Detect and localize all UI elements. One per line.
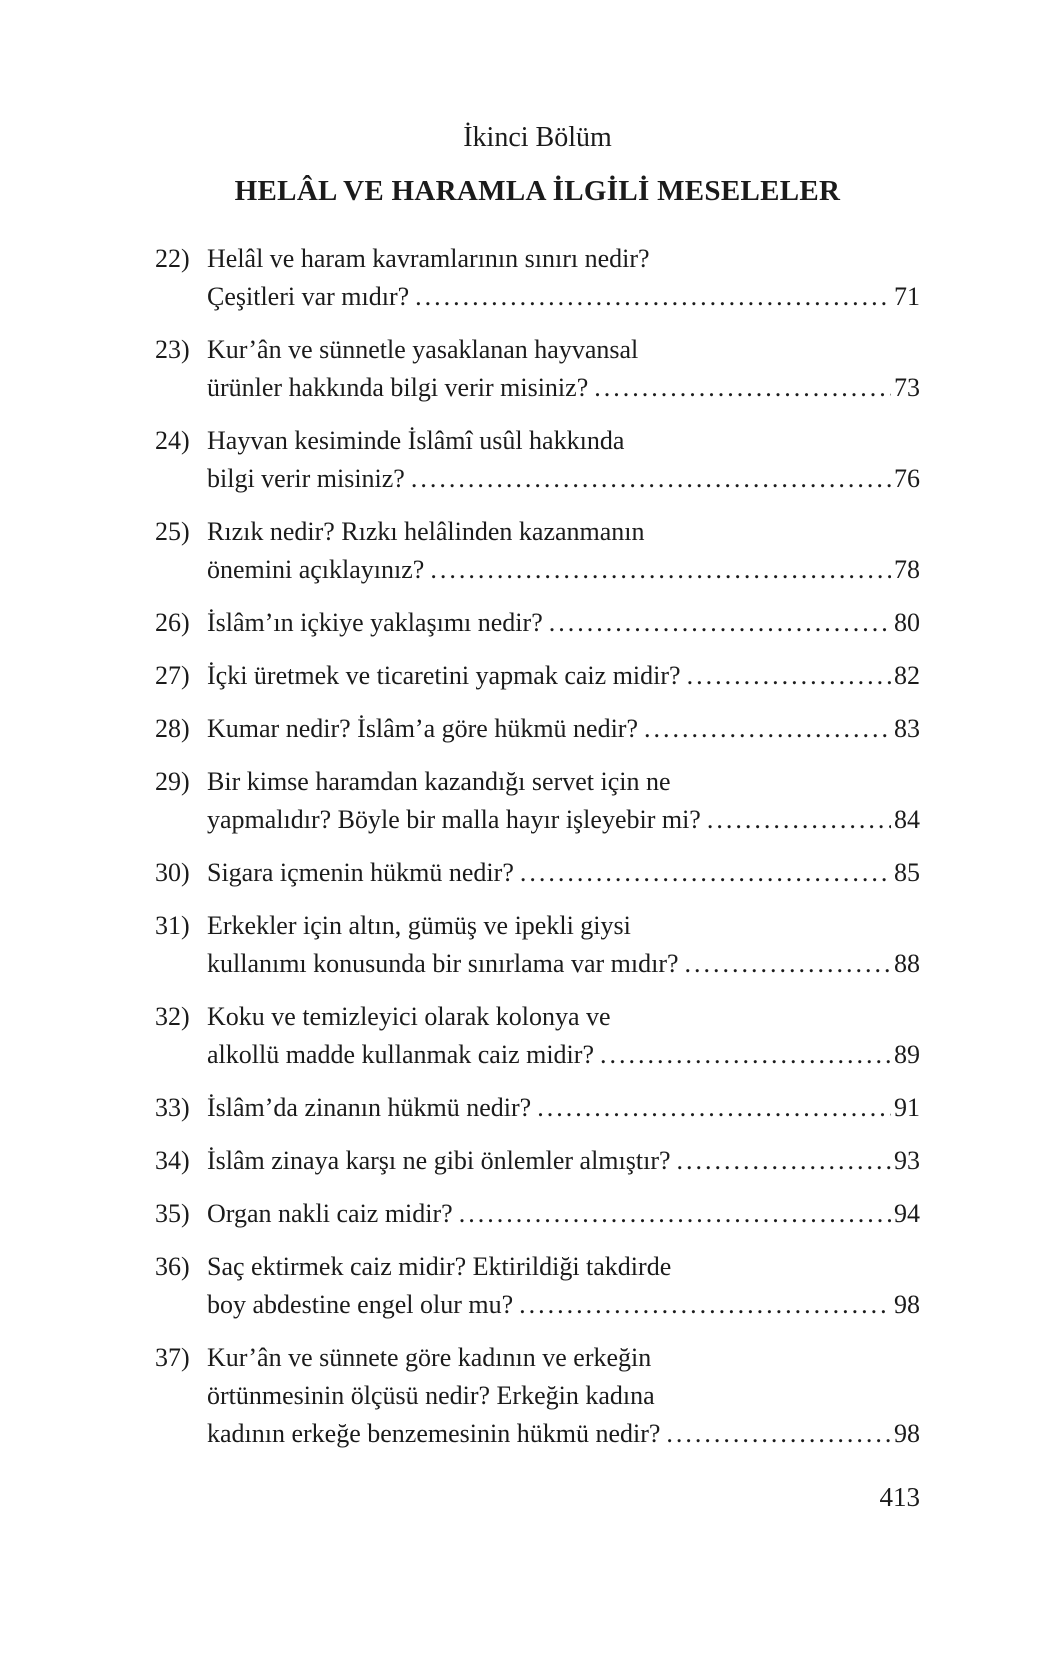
toc-entry-line — [207, 422, 920, 460]
toc-entry-number: 26) — [155, 608, 190, 637]
dot-leader — [687, 657, 891, 695]
toc-entry — [155, 1195, 920, 1233]
dot-leader — [411, 460, 891, 498]
toc-entry-number: 24) — [155, 426, 190, 455]
toc-entry-number: 25) — [155, 517, 190, 546]
toc-entry-page: 85 — [894, 858, 920, 887]
toc-entry-line — [207, 604, 920, 642]
dot-leader — [644, 710, 891, 748]
toc-entry-text: yapmalıdır? Böyle bir malla hayır işleyebir mi? — [207, 805, 701, 834]
toc-entry-body — [207, 657, 920, 695]
toc-entry-text: ürünler hakkında bilgi verir misiniz? — [207, 373, 589, 402]
toc-entry-page: 78 — [894, 555, 920, 584]
toc-entry-number: 22) — [155, 244, 190, 273]
toc-entry-line — [207, 369, 920, 407]
toc-entry-text: Erkekler için altın, gümüş ve ipekli giysi — [207, 911, 631, 940]
toc-entry-line — [207, 710, 920, 748]
toc-entry — [155, 1248, 920, 1324]
toc-entry-text: önemini açıklayınız? — [207, 555, 425, 584]
toc-entry-text: Bir kimse haramdan kazandığı servet için ne — [207, 767, 671, 796]
toc-entry-text: bilgi verir misiniz? — [207, 464, 405, 493]
toc-entry-body — [207, 1195, 920, 1233]
toc-entry — [155, 657, 920, 695]
toc-entry-line — [207, 1036, 920, 1074]
dot-leader — [430, 551, 891, 589]
toc-entry-number: 30) — [155, 858, 190, 887]
toc-entry-page: 89 — [894, 1040, 920, 1069]
dot-leader — [666, 1415, 891, 1453]
section-title: HELÂL VE HARAMLA İLGİLİ MESELELER — [234, 175, 841, 207]
toc-entry-number: 23) — [155, 335, 190, 364]
toc-entry — [155, 513, 920, 589]
toc-entry — [155, 907, 920, 983]
toc-entry-page: 94 — [894, 1199, 920, 1228]
toc-entry-page: 93 — [894, 1146, 920, 1175]
page-number: 413 — [879, 1482, 920, 1512]
toc-entry-text: Helâl ve haram kavramlarının sınırı nedir? — [207, 244, 650, 273]
toc-entry-line — [207, 1286, 920, 1324]
toc-entry — [155, 1339, 920, 1453]
toc-entry-line — [207, 763, 920, 801]
toc-entry-number: 27) — [155, 661, 190, 690]
toc-entry — [155, 998, 920, 1074]
toc-entry-page: 83 — [894, 714, 920, 743]
toc-entry-text: Hayvan kesiminde İslâmî usûl hakkında — [207, 426, 625, 455]
toc-entry-body — [207, 854, 920, 892]
toc-entry-text: Organ nakli caiz midir? — [207, 1199, 453, 1228]
toc-entry-page: 91 — [894, 1093, 920, 1122]
dot-leader — [707, 801, 891, 839]
toc-entry-body — [207, 513, 920, 589]
toc-entry-text: Sigara içmenin hükmü nedir? — [207, 858, 514, 887]
toc-entry-line — [207, 1089, 920, 1127]
toc-entry-line — [207, 1339, 920, 1377]
toc-entry-body — [207, 998, 920, 1074]
toc-entry-line — [207, 1415, 920, 1453]
toc-entry-page: 98 — [894, 1419, 920, 1448]
dot-leader — [520, 854, 891, 892]
toc-entry-body — [207, 907, 920, 983]
dot-leader — [600, 1036, 891, 1074]
toc-entry-line — [207, 1248, 920, 1286]
toc-list — [155, 240, 920, 1453]
toc-entry-page: 76 — [894, 464, 920, 493]
toc-entry-body — [207, 1142, 920, 1180]
toc-entry-body — [207, 240, 920, 316]
toc-entry-body — [207, 1248, 920, 1324]
dot-leader — [549, 604, 891, 642]
toc-entry-page: 84 — [894, 805, 920, 834]
toc-entry — [155, 1142, 920, 1180]
toc-entry-line — [207, 460, 920, 498]
toc-entry-text: kullanımı konusunda bir sınırlama var mıdır? — [207, 949, 679, 978]
toc-entry-line — [207, 1142, 920, 1180]
toc-entry-line — [207, 801, 920, 839]
toc-entry-body — [207, 763, 920, 839]
toc-entry-text: İslâm zinaya karşı ne gibi önlemler almıştır? — [207, 1146, 671, 1175]
toc-entry-text: kadının erkeğe benzemesinin hükmü nedir? — [207, 1419, 661, 1448]
toc-entry-text: alkollü madde kullanmak caiz midir? — [207, 1040, 594, 1069]
toc-entry — [155, 604, 920, 642]
toc-entry-number: 33) — [155, 1093, 190, 1122]
toc-entry — [155, 1089, 920, 1127]
toc-entry-body — [207, 1339, 920, 1453]
toc-entry-text: İslâm’ın içkiye yaklaşımı nedir? — [207, 608, 543, 637]
toc-entry-text: Kumar nedir? İslâm’a göre hükmü nedir? — [207, 714, 639, 743]
toc-entry-text: örtünmesinin ölçüsü nedir? Erkeğin kadına — [207, 1381, 655, 1410]
dot-leader — [519, 1286, 891, 1324]
toc-entry-line — [207, 907, 920, 945]
toc-entry — [155, 331, 920, 407]
toc-entry — [155, 854, 920, 892]
toc-entry-page: 71 — [894, 282, 920, 311]
toc-entry-line — [207, 657, 920, 695]
toc-entry-line — [207, 331, 920, 369]
dot-leader — [537, 1089, 891, 1127]
toc-entry-text: İçki üretmek ve ticaretini yapmak caiz midir? — [207, 661, 681, 690]
toc-entry-text: Kur’ân ve sünnete göre kadının ve erkeğin — [207, 1343, 652, 1372]
toc-entry — [155, 710, 920, 748]
toc-entry — [155, 422, 920, 498]
toc-entry-page: 73 — [894, 373, 920, 402]
dot-leader — [594, 369, 891, 407]
toc-entry-line — [207, 1195, 920, 1233]
toc-entry-line — [207, 998, 920, 1036]
toc-entry-text: Koku ve temizleyici olarak kolonya ve — [207, 1002, 611, 1031]
toc-entry-text: Saç ektirmek caiz midir? Ektirildiği takdirde — [207, 1252, 672, 1281]
toc-entry-line — [207, 854, 920, 892]
toc-entry — [155, 763, 920, 839]
toc-entry-line — [207, 513, 920, 551]
toc-entry-page: 82 — [894, 661, 920, 690]
toc-entry-body — [207, 604, 920, 642]
toc-entry-page: 88 — [894, 949, 920, 978]
dot-leader — [459, 1195, 891, 1233]
dot-leader — [685, 945, 891, 983]
toc-entry-text: Rızık nedir? Rızkı helâlinden kazanmanın — [207, 517, 645, 546]
dot-leader — [677, 1142, 891, 1180]
toc-entry-number: 32) — [155, 1002, 190, 1031]
toc-entry-number: 28) — [155, 714, 190, 743]
toc-entry-number: 36) — [155, 1252, 190, 1281]
toc-entry-number: 34) — [155, 1146, 190, 1175]
toc-entry-body — [207, 710, 920, 748]
toc-entry — [155, 240, 920, 316]
chapter-label: İkinci Bölüm — [463, 122, 612, 153]
toc-entry-line — [207, 1377, 920, 1415]
toc-entry-body — [207, 1089, 920, 1127]
toc-entry-line — [207, 551, 920, 589]
toc-entry-line — [207, 278, 920, 316]
toc-entry-text: Çeşitleri var mıdır? — [207, 282, 410, 311]
toc-entry-number: 35) — [155, 1199, 190, 1228]
toc-entry-text: Kur’ân ve sünnetle yasaklanan hayvansal — [207, 335, 639, 364]
toc-entry-line — [207, 240, 920, 278]
toc-entry-text: boy abdestine engel olur mu? — [207, 1290, 514, 1319]
toc-entry-page: 80 — [894, 608, 920, 637]
toc-entry-page: 98 — [894, 1290, 920, 1319]
toc-entry-number: 37) — [155, 1343, 190, 1372]
toc-entry-text: İslâm’da zinanın hükmü nedir? — [207, 1093, 532, 1122]
toc-entry-number: 29) — [155, 767, 190, 796]
toc-entry-body — [207, 422, 920, 498]
toc-entry-body — [207, 331, 920, 407]
toc-entry-number: 31) — [155, 911, 190, 940]
dot-leader — [415, 278, 891, 316]
toc-entry-line — [207, 945, 920, 983]
